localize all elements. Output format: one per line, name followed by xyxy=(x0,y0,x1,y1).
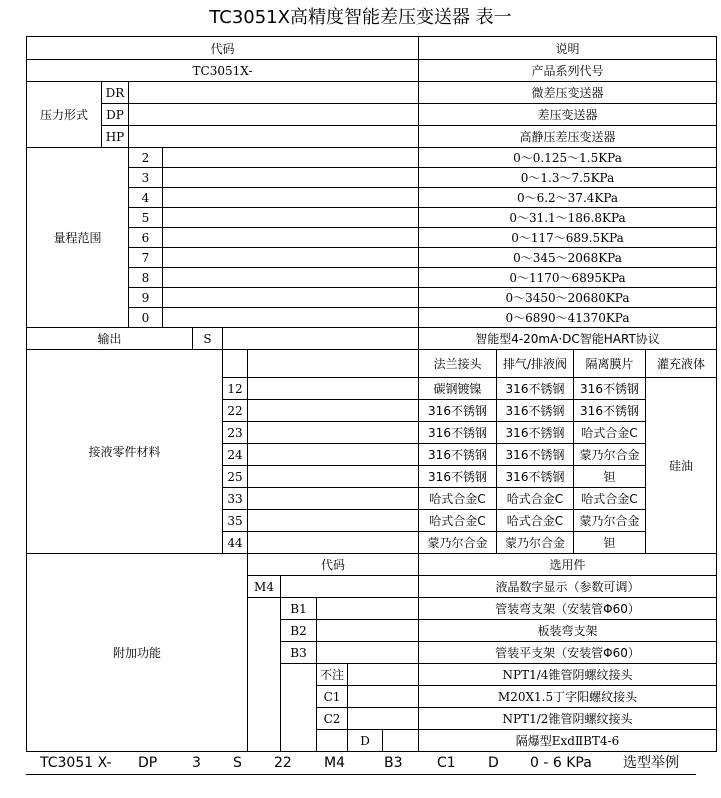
wetted-code: 12 xyxy=(223,378,248,400)
vent-material: 316不锈钢 xyxy=(497,422,574,444)
connector-code: 不注 xyxy=(317,664,348,686)
bracket-desc: 板装弯支架 xyxy=(419,620,717,642)
example-pressure: DP xyxy=(138,755,158,771)
pressure-label: 压力形式 xyxy=(27,82,102,148)
vent-material: 蒙乃尔合金 xyxy=(497,532,574,554)
pressure-code: HP xyxy=(102,126,129,148)
vent-material: 316不锈钢 xyxy=(497,444,574,466)
connector-desc: NPT1/2锥管阴螺纹接头 xyxy=(419,708,717,730)
pressure-desc: 高静压差压变送器 xyxy=(419,126,717,148)
wetted-code: 44 xyxy=(223,532,248,554)
range-code: 9 xyxy=(129,288,163,308)
range-label: 量程范围 xyxy=(27,148,129,328)
range-desc: 0～0.125～1.5KPa xyxy=(419,148,717,168)
explosion-code: D xyxy=(348,730,383,752)
wetted-header-fill: 灌充液体 xyxy=(646,350,717,378)
flange-material: 哈式合金C xyxy=(419,510,497,532)
flange-material: 蒙乃尔合金 xyxy=(419,532,497,554)
range-code: 3 xyxy=(129,168,163,188)
example-display: M4 xyxy=(324,755,345,771)
connector-code: C2 xyxy=(317,708,348,730)
range-code: 2 xyxy=(129,148,163,168)
vent-material: 316不锈钢 xyxy=(497,466,574,488)
range-code: 4 xyxy=(129,188,163,208)
flange-material: 316不锈钢 xyxy=(419,400,497,422)
vent-material: 哈式合金C xyxy=(497,488,574,510)
diaphragm-material: 蒙乃尔合金 xyxy=(574,510,646,532)
range-code: 0 xyxy=(129,308,163,328)
range-desc: 0～117～689.5KPa xyxy=(419,228,717,248)
diaphragm-material: 哈式合金C xyxy=(574,488,646,510)
range-desc: 0～1.3～7.5KPa xyxy=(419,168,717,188)
output-label: 输出 xyxy=(27,328,193,350)
pressure-code: DR xyxy=(102,82,129,104)
pressure-desc: 差压变送器 xyxy=(419,104,717,126)
wetted-header-flange: 法兰接头 xyxy=(419,350,497,378)
range-desc: 0～31.1～186.8KPa xyxy=(419,208,717,228)
flange-material: 316不锈钢 xyxy=(419,444,497,466)
pressure-code: DP xyxy=(102,104,129,126)
pressure-desc: 微差压变送器 xyxy=(419,82,717,104)
series-desc: 产品系列代号 xyxy=(419,60,717,82)
range-desc: 0～3450～20680KPa xyxy=(419,288,717,308)
connector-desc: M20X1.5丁字阳螺纹接头 xyxy=(419,686,717,708)
wetted-header-vent: 排气/排液阀 xyxy=(497,350,574,378)
wetted-code: 24 xyxy=(223,444,248,466)
wetted-code: 23 xyxy=(223,422,248,444)
example-label: 选型举例 xyxy=(623,755,679,771)
vent-material: 316不锈钢 xyxy=(497,378,574,400)
display-desc: 液晶数字显示（参数可调） xyxy=(419,576,717,598)
desc-header: 说明 xyxy=(419,37,717,60)
range-desc: 0～1170～6895KPa xyxy=(419,268,717,288)
wetted-code: 33 xyxy=(223,488,248,510)
range-desc: 0～6890～41370KPa xyxy=(419,308,717,328)
page-title: TC3051X高精度智能差压变送器 表一 xyxy=(209,7,512,28)
flange-material: 哈式合金C xyxy=(419,488,497,510)
output-code: S xyxy=(193,328,223,350)
diaphragm-material: 钽 xyxy=(574,466,646,488)
code-header: 代码 xyxy=(27,37,419,60)
example-output: S xyxy=(233,755,242,771)
example-connector: C1 xyxy=(437,755,456,771)
selection-example xyxy=(26,752,696,774)
range-code: 5 xyxy=(129,208,163,228)
vent-material: 哈式合金C xyxy=(497,510,574,532)
flange-material: 碳钢镀镍 xyxy=(419,378,497,400)
flange-material: 316不锈钢 xyxy=(419,422,497,444)
addon-option-header: 选用件 xyxy=(419,554,717,576)
bracket-code: B1 xyxy=(281,598,317,620)
bracket-desc: 管装弯支架（安装管Φ60） xyxy=(419,598,717,620)
range-code: 7 xyxy=(129,248,163,268)
wetted-code: 25 xyxy=(223,466,248,488)
output-desc: 智能型4-20mA·DC智能HART协议 xyxy=(419,328,717,350)
diaphragm-material: 哈式合金C xyxy=(574,422,646,444)
addon-code-header: 代码 xyxy=(248,554,419,576)
example-range-value: 0 - 6 KPa xyxy=(530,755,592,771)
wetted-code: 35 xyxy=(223,510,248,532)
range-code: 6 xyxy=(129,228,163,248)
example-range: 3 xyxy=(192,755,201,771)
bracket-desc: 管装平支架（安装管Φ60） xyxy=(419,642,717,664)
example-series: TC3051 X- xyxy=(40,755,112,771)
range-desc: 0～6.2～37.4KPa xyxy=(419,188,717,208)
connector-code: C1 xyxy=(317,686,348,708)
diaphragm-material: 钽 xyxy=(574,532,646,554)
wetted-header-diaphragm: 隔离膜片 xyxy=(574,350,646,378)
explosion-desc: 隔爆型ExdⅡBT4-6 xyxy=(419,730,717,752)
diaphragm-material: 316不锈钢 xyxy=(574,400,646,422)
wetted-code: 22 xyxy=(223,400,248,422)
example-material: 22 xyxy=(274,755,292,771)
diaphragm-material: 蒙乃尔合金 xyxy=(574,444,646,466)
example-explosion: D xyxy=(488,755,499,771)
selection-table xyxy=(26,36,717,752)
range-desc: 0～345～2068KPa xyxy=(419,248,717,268)
example-bracket: B3 xyxy=(384,755,403,771)
wetted-label: 接液零件材料 xyxy=(27,350,223,554)
example-underline xyxy=(26,774,696,775)
range-code: 8 xyxy=(129,268,163,288)
addon-label: 附加功能 xyxy=(27,554,248,752)
diaphragm-material: 316不锈钢 xyxy=(574,378,646,400)
series-code: TC3051X- xyxy=(27,60,419,82)
flange-material: 316不锈钢 xyxy=(419,466,497,488)
fill-fluid: 硅油 xyxy=(646,378,717,554)
connector-desc: NPT1/4锥管阴螺纹接头 xyxy=(419,664,717,686)
display-code: M4 xyxy=(248,576,281,598)
bracket-code: B2 xyxy=(281,620,317,642)
vent-material: 316不锈钢 xyxy=(497,400,574,422)
bracket-code: B3 xyxy=(281,642,317,664)
